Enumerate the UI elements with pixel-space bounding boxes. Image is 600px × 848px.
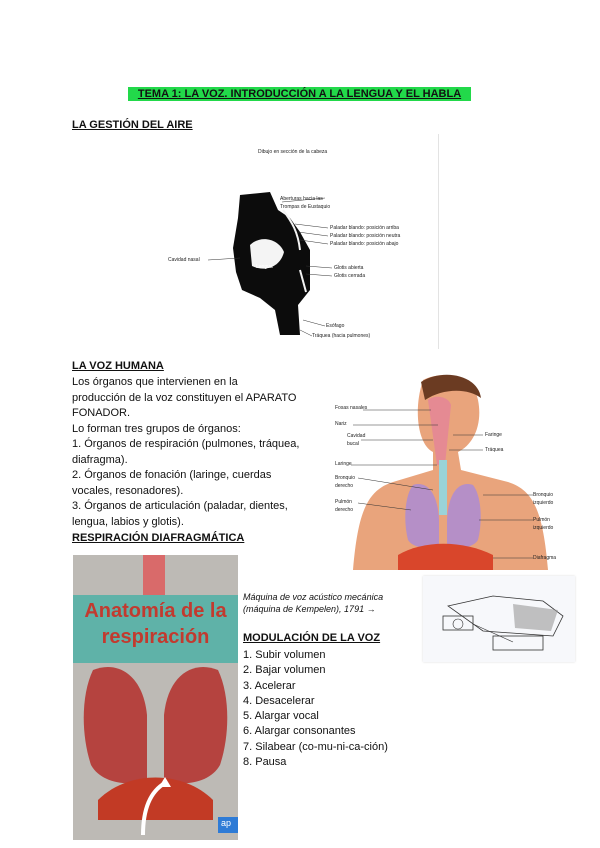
label-lengua: Lengua	[256, 264, 273, 270]
list-item: 4. Desacelerar	[243, 694, 315, 707]
page-title: TEMA 1: LA VOZ. INTRODUCCIÓN A LA LENGUA Y EL HABLA	[137, 88, 462, 100]
label-diafragma: Diafragma	[533, 555, 557, 561]
label-faringe: Faringe	[485, 432, 502, 438]
voz-paragraph	[72, 375, 334, 530]
voz-line: 2. Órganos de fonación (laringe, cuerdas	[72, 469, 272, 481]
list-item: 5. Alargar vocal	[243, 710, 319, 723]
label-paladar-3: Paladar blando: posición abajo	[330, 241, 399, 247]
label-esofago: Esófago	[326, 323, 345, 329]
list-item: 1. Subir volumen	[243, 649, 326, 661]
label-fosas: Fosas nasales	[335, 405, 368, 411]
voz-line: Lo forman tres grupos de órganos:	[72, 422, 241, 435]
torso-drawing	[333, 370, 563, 570]
label-trompas: Trompas de Eustaquio	[280, 204, 331, 210]
list-item: 7. Silabear (co-mu-ni-ca-ción)	[243, 740, 388, 753]
section-heading-voz: LA VOZ HUMANA	[72, 360, 164, 372]
voz-line: producción de la voz constituyen el APARATO	[72, 391, 297, 404]
label-pulmon-derecho: Pulmón derecho	[335, 499, 354, 513]
label-laringe: Laringe	[335, 461, 352, 467]
anatomy-figure	[333, 370, 563, 570]
label-paladar-2: Paladar blando: posición neutra	[330, 233, 401, 239]
label-paladar-1: Paladar blando: posición arriba	[330, 225, 399, 231]
head-section-figure	[160, 140, 430, 350]
voz-line: 3. Órganos de articulación (paladar, dientes,	[72, 500, 288, 512]
machine-caption-line-2: (máquina de Kempelen), 1791 →	[243, 604, 376, 614]
list-item: 3. Acelerar	[243, 679, 296, 692]
voz-line: Los órganos que intervienen en la	[72, 376, 238, 388]
respiration-image	[73, 555, 238, 840]
kempelen-machine-image	[423, 576, 575, 662]
modulation-list	[243, 648, 443, 770]
label-bronquio-izquierdo: Bronquio izquierdo	[533, 492, 554, 506]
label-cavidad-bucal: Cavidad bucal	[347, 433, 366, 447]
label-glotis-abierta: Glotis abierta	[334, 265, 364, 271]
kempelen-machine-drawing	[423, 576, 575, 662]
voz-line: lengua, labios y glotis).	[72, 515, 184, 528]
label-nariz: Nariz	[335, 421, 347, 427]
section-heading-air: LA GESTIÓN DEL AIRE	[72, 119, 193, 131]
image-title-1: Anatomía de la	[84, 600, 227, 622]
respiration-drawing	[73, 555, 238, 840]
figure-caption: Dibujo en sección de la cabeza	[258, 149, 328, 155]
divider	[438, 134, 439, 349]
label-aberturas: Aberturas hacia las	[280, 196, 323, 202]
label-pulmon-izquierdo: Pulmón izquierdo	[533, 517, 554, 531]
label-traquea-2: Tráquea	[485, 447, 504, 453]
label-cavidad: Cavidad nasal	[168, 257, 200, 263]
machine-caption-line-1: Máquina de voz acústico mecánica	[243, 592, 384, 602]
section-heading-modulacion: MODULACIÓN DE LA VOZ	[243, 632, 381, 644]
image-title-2: respiración	[101, 626, 210, 648]
section-heading-respiracion: RESPIRACIÓN DIAFRAGMÁTICA	[72, 532, 245, 544]
machine-caption	[243, 591, 383, 615]
voz-line: 1. Órganos de respiración (pulmones, tráquea,	[72, 438, 300, 450]
label-traquea: Tráquea (hacia pulmones)	[312, 333, 371, 339]
image-badge: ap	[221, 818, 232, 828]
voz-line: FONADOR.	[72, 407, 131, 419]
voz-line: diafragma).	[72, 453, 128, 466]
voz-line: vocales, resonadores).	[72, 484, 184, 497]
list-item: 2. Bajar volumen	[243, 664, 326, 677]
list-item: 6. Alargar consonantes	[243, 725, 356, 738]
label-glotis-cerrada: Glotis cerrada	[334, 273, 366, 279]
label-bronquio-derecho: Bronquio derecho	[335, 475, 356, 489]
list-item: 8. Pausa	[243, 756, 287, 769]
